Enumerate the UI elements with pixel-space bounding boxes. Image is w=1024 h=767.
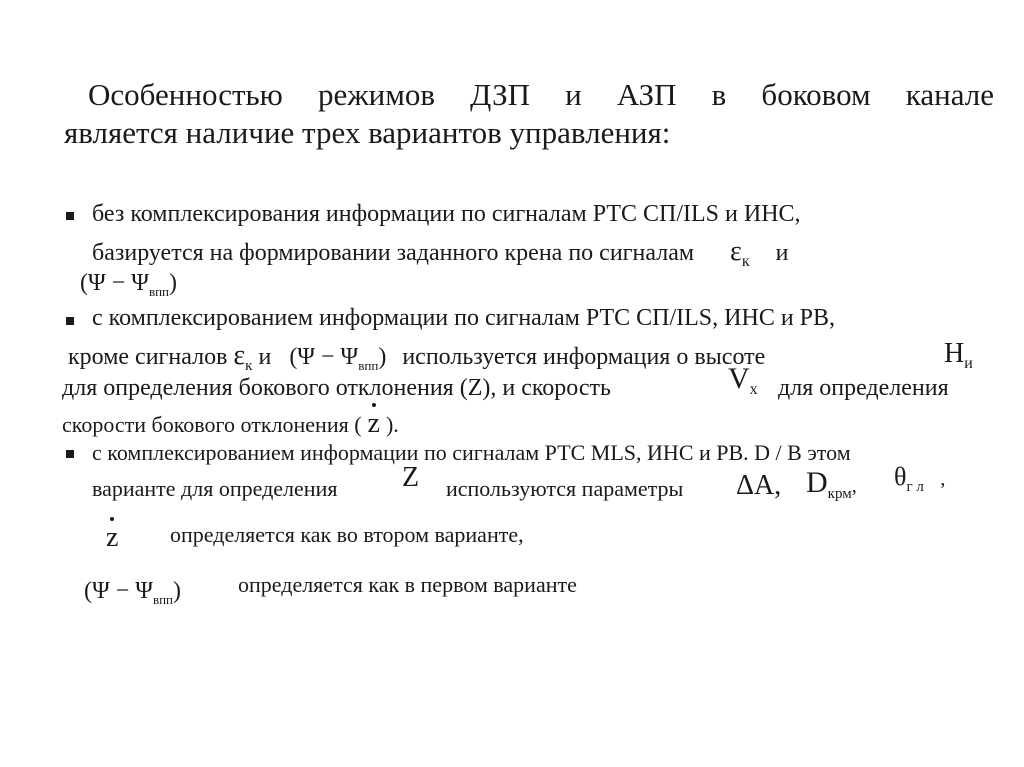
psi-expression: $(\Psi - \Psi_{впп})$ bbox=[289, 344, 387, 373]
intro-word: в bbox=[711, 77, 727, 112]
bullet-1-text-a: базируется на формировании заданного крена по сигналам bbox=[92, 240, 695, 266]
intro-word: Особенностью bbox=[88, 77, 283, 112]
bullet-2-line-3a: для определения бокового отклонения (Z), и скорость bbox=[62, 375, 611, 401]
bullet-1-line-2 bbox=[92, 236, 788, 271]
intro-word: и bbox=[565, 77, 582, 112]
psi-subscript: впп bbox=[148, 284, 170, 299]
z-dot-symbol: z bbox=[367, 408, 380, 439]
intro-word: ДЗП bbox=[470, 77, 531, 112]
intro-word: канале bbox=[905, 77, 994, 112]
intro-word: режимов bbox=[317, 77, 436, 112]
bullet-2-line-2: кроме сигналов $\varepsilon_к$ и $(\Psi - \Psi_{впп})$ используется информация о высоте bbox=[68, 340, 766, 374]
bullet-3-text-b: используются параметры bbox=[446, 476, 684, 501]
intro-word: боковом bbox=[761, 77, 871, 112]
epsilon-subscript: к bbox=[741, 253, 750, 270]
d-krm-symbol: $D_{крм}$, bbox=[806, 466, 857, 502]
theta-symbol: $\theta_{г л}$ , bbox=[894, 462, 946, 495]
bullet-marker bbox=[66, 317, 74, 325]
bullet-3-text-a: варианте для определения bbox=[92, 476, 338, 501]
note-1-text: определяется как во втором варианте, bbox=[170, 522, 524, 547]
psi-subscript: впп bbox=[358, 358, 379, 373]
intro-paragraph bbox=[64, 76, 994, 152]
bullet-3-line-1: с комплексированием информации по сигналам РТС MLS, ИНС и РВ. D / В этом bbox=[92, 440, 851, 465]
theta-subscript: г л bbox=[906, 479, 924, 495]
d-krm-subscript: крм bbox=[827, 486, 852, 502]
psi-expression: $(\Psi - \Psi_{впп})$ bbox=[84, 578, 182, 607]
note-2-text: определяется как в первом варианте bbox=[238, 572, 577, 597]
height-subscript: и bbox=[964, 355, 973, 372]
psi-subscript: впп bbox=[152, 592, 174, 607]
bullet-2-text-c: используется информация о высоте bbox=[402, 344, 766, 370]
delta-a-symbol: ΔA, bbox=[736, 470, 782, 501]
intro-word: АЗП bbox=[616, 77, 677, 112]
bullet-marker bbox=[66, 212, 74, 220]
epsilon-symbol: ε bbox=[233, 340, 246, 371]
psi-expression: $(\Psi - \Psi_{впп})$ bbox=[80, 270, 178, 299]
bullet-marker bbox=[66, 450, 74, 458]
velocity-symbol: $V_x$ bbox=[728, 362, 758, 398]
velocity-subscript: x bbox=[749, 381, 758, 398]
z-symbol: Z bbox=[402, 462, 420, 493]
bullet-2-text-a: кроме сигналов bbox=[68, 344, 228, 370]
intro-line-1 bbox=[64, 76, 994, 114]
bullet-1-line-1: без комплексирования информации по сигналам РТС СП/ILS и ИНС, bbox=[92, 201, 801, 227]
bullet-2-line-1: с комплексированием информации по сигналам РТС СП/ILS, ИНС и РВ, bbox=[92, 305, 836, 331]
bullet-2-line-4: скорости бокового отклонения ( z ). bbox=[62, 408, 399, 439]
height-symbol: $H_и$ bbox=[944, 338, 973, 372]
epsilon-symbol: ε bbox=[730, 236, 742, 267]
bullet-2-line-3b: для определения bbox=[778, 375, 949, 401]
bullet-1-text-b: и bbox=[775, 240, 789, 266]
epsilon-subscript: к bbox=[245, 358, 253, 374]
intro-line-2: является наличие трех вариантов управления: bbox=[64, 115, 671, 150]
z-dot-symbol: z bbox=[106, 522, 119, 553]
